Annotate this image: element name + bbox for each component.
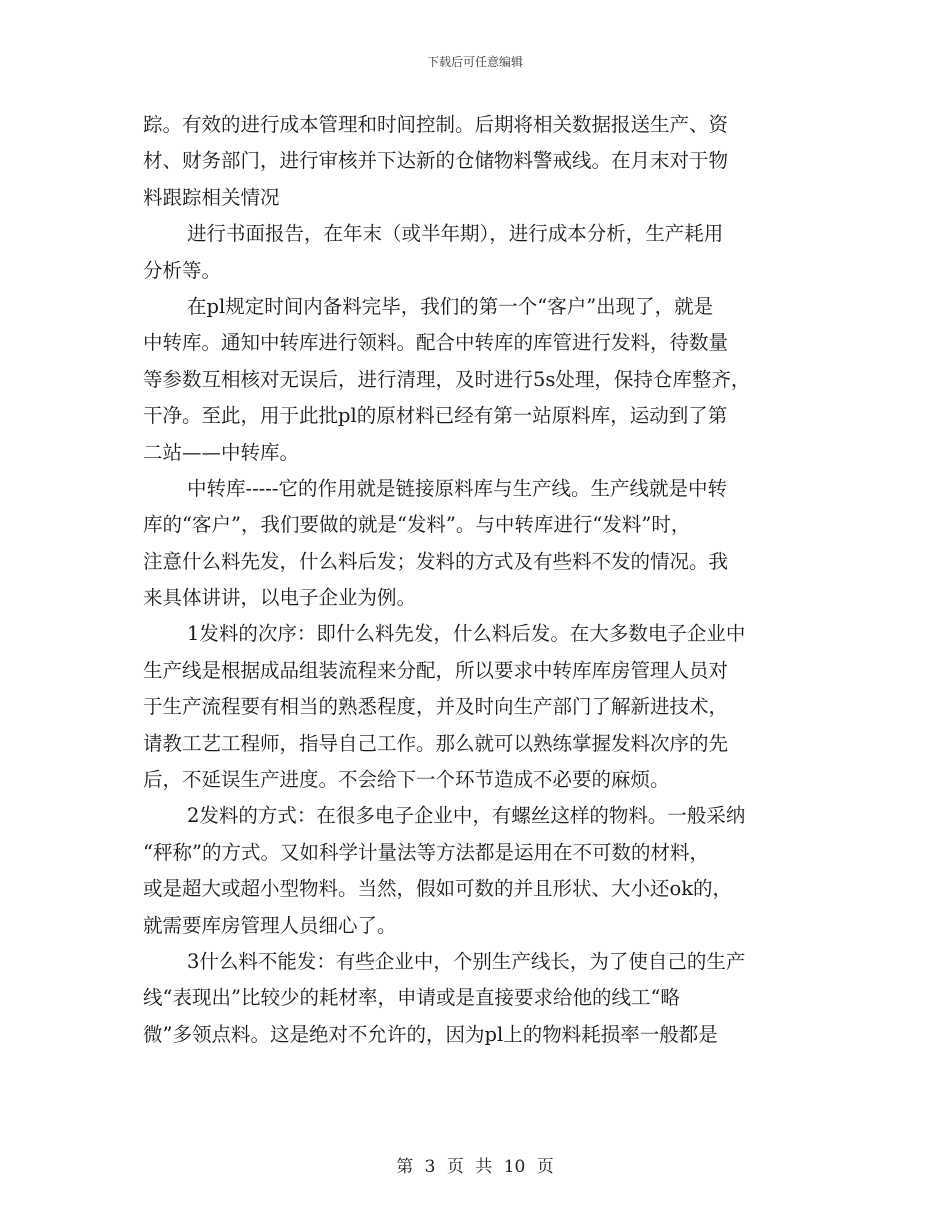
paragraph-first-line: 在pl规定时间内备料完毕，我们的第一个“客户”出现了，就是: [187, 294, 714, 318]
body-line: 干净。至此，用于此批pl的原材料已经有第一站原料库，运动到了第: [143, 404, 728, 428]
paragraph-first-line: 3什么料不能发：有些企业中，个别生产线长，为了使自己的生产: [187, 949, 746, 973]
body-line: 于生产流程要有相当的熟悉程度，并及时向生产部门了解新进技术，: [143, 695, 729, 719]
body-line: 料跟踪相关情况: [143, 185, 280, 209]
paragraph-first-line: 进行书面报告，在年末（或半年期），进行成本分析，生产耗用: [187, 222, 724, 246]
body-line: 微”多领点料。这是绝对不允许的，因为pl上的物料耗损率一般都是: [143, 1022, 718, 1046]
body-line: 二站——中转库。: [143, 440, 300, 464]
body-line: 生产线是根据成品组装流程来分配，所以要求中转库库房管理人员对: [143, 658, 729, 682]
body-line: 库的“客户”，我们要做的就是“发料”。与中转库进行“发料”时，: [143, 513, 691, 537]
paragraph-first-line: 1发料的次序：即什么料先发，什么料后发。在大多数电子企业中: [187, 622, 746, 646]
body-line: 后，不延误生产进度。不会给下一个环节造成不必要的麻烦。: [143, 768, 670, 792]
body-line: 或是超大或超小型物料。当然，假如可数的并且形状、大小还ok的，: [143, 877, 733, 901]
body-line: 材、财务部门，进行审核并下达新的仓储物料警戒线。在月末对于物: [143, 149, 729, 173]
body-line: 就需要库房管理人员细心了。: [143, 913, 397, 937]
body-line: 请教工艺工程师，指导自己工作。那么就可以熟练掌握发料次序的先: [143, 731, 729, 755]
page-header: 下载后可任意编辑: [426, 55, 523, 69]
body-line: 线“表现出”比较少的耗材率，申请或是直接要求给他的线工“略: [143, 986, 680, 1010]
body-line: 注意什么料先发，什么料后发；发料的方式及有些料不发的情况。我: [143, 549, 729, 573]
page-number-footer: 第 3 页 共 10 页: [396, 1157, 554, 1177]
body-line: 踪。有效的进行成本管理和时间控制。后期将相关数据报送生产、资: [143, 113, 729, 136]
body-line: 来具体讲讲，以电子企业为例。: [143, 586, 417, 610]
body-line: 等参数互相核对无误后，进行清理，及时进行5s处理，保持仓库整齐，: [143, 367, 751, 391]
body-line: “秤称”的方式。又如科学计量法等方法都是运用在不可数的材料，: [143, 840, 709, 864]
paragraph-first-line: 2发料的方式：在很多电子企业中，有螺丝这样的物料。一般采纳: [187, 804, 746, 828]
document-body: [143, 107, 807, 1053]
body-line: 中转库。通知中转库进行领料。配合中转库的库管进行发料，待数量: [143, 331, 729, 355]
body-line: 分析等。: [143, 258, 222, 282]
paragraph-first-line: 中转库-----它的作用就是链接原料库与生产线。生产线就是中转: [187, 476, 727, 500]
